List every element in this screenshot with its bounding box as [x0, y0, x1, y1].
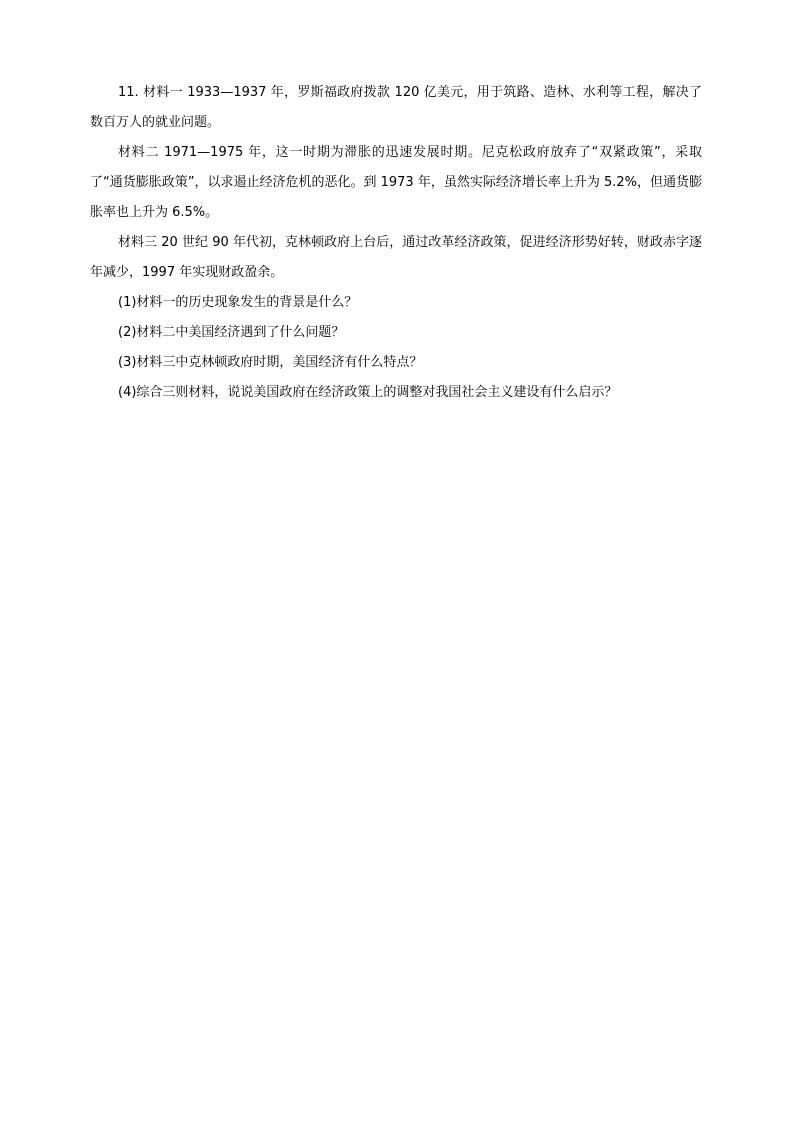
question-2: (2)材料二中美国经济遇到了什么问题？ — [118, 325, 345, 340]
question-1: (1)材料一的历史现象发生的背景是什么？ — [118, 295, 358, 310]
question-block — [90, 78, 702, 408]
question-4: (4)综合三则材料，说说美国政府在经济政策上的调整对我国社会主义建设有什么启示？ — [118, 385, 618, 400]
material-two-paragraph: 材料二 1971—1975 年，这一时期为滞胀的迅速发展时期。尼克松政府放弃了“双紧政策”，采取了“通货膨胀政策”，以求遏止经济危机的恶化。到 1973 年，虽然实际经济增长率上升为 5.2%，但通货膨胀率也上升为 6.5%。 — [90, 145, 702, 220]
material-three-paragraph: 材料三 20 世纪 90 年代初，克林顿政府上台后，通过改革经济政策，促进经济形势好转，财政赤字逐年减少，1997 年实现财政盈余。 — [90, 235, 702, 280]
question-3: (3)材料三中克林顿政府时期，美国经济有什么特点？ — [118, 355, 423, 370]
material-one-paragraph: 11. 材料一 1933—1937 年，罗斯福政府拨款 120 亿美元，用于筑路、造林、水利等工程，解决了数百万人的就业问题。 — [90, 85, 702, 130]
